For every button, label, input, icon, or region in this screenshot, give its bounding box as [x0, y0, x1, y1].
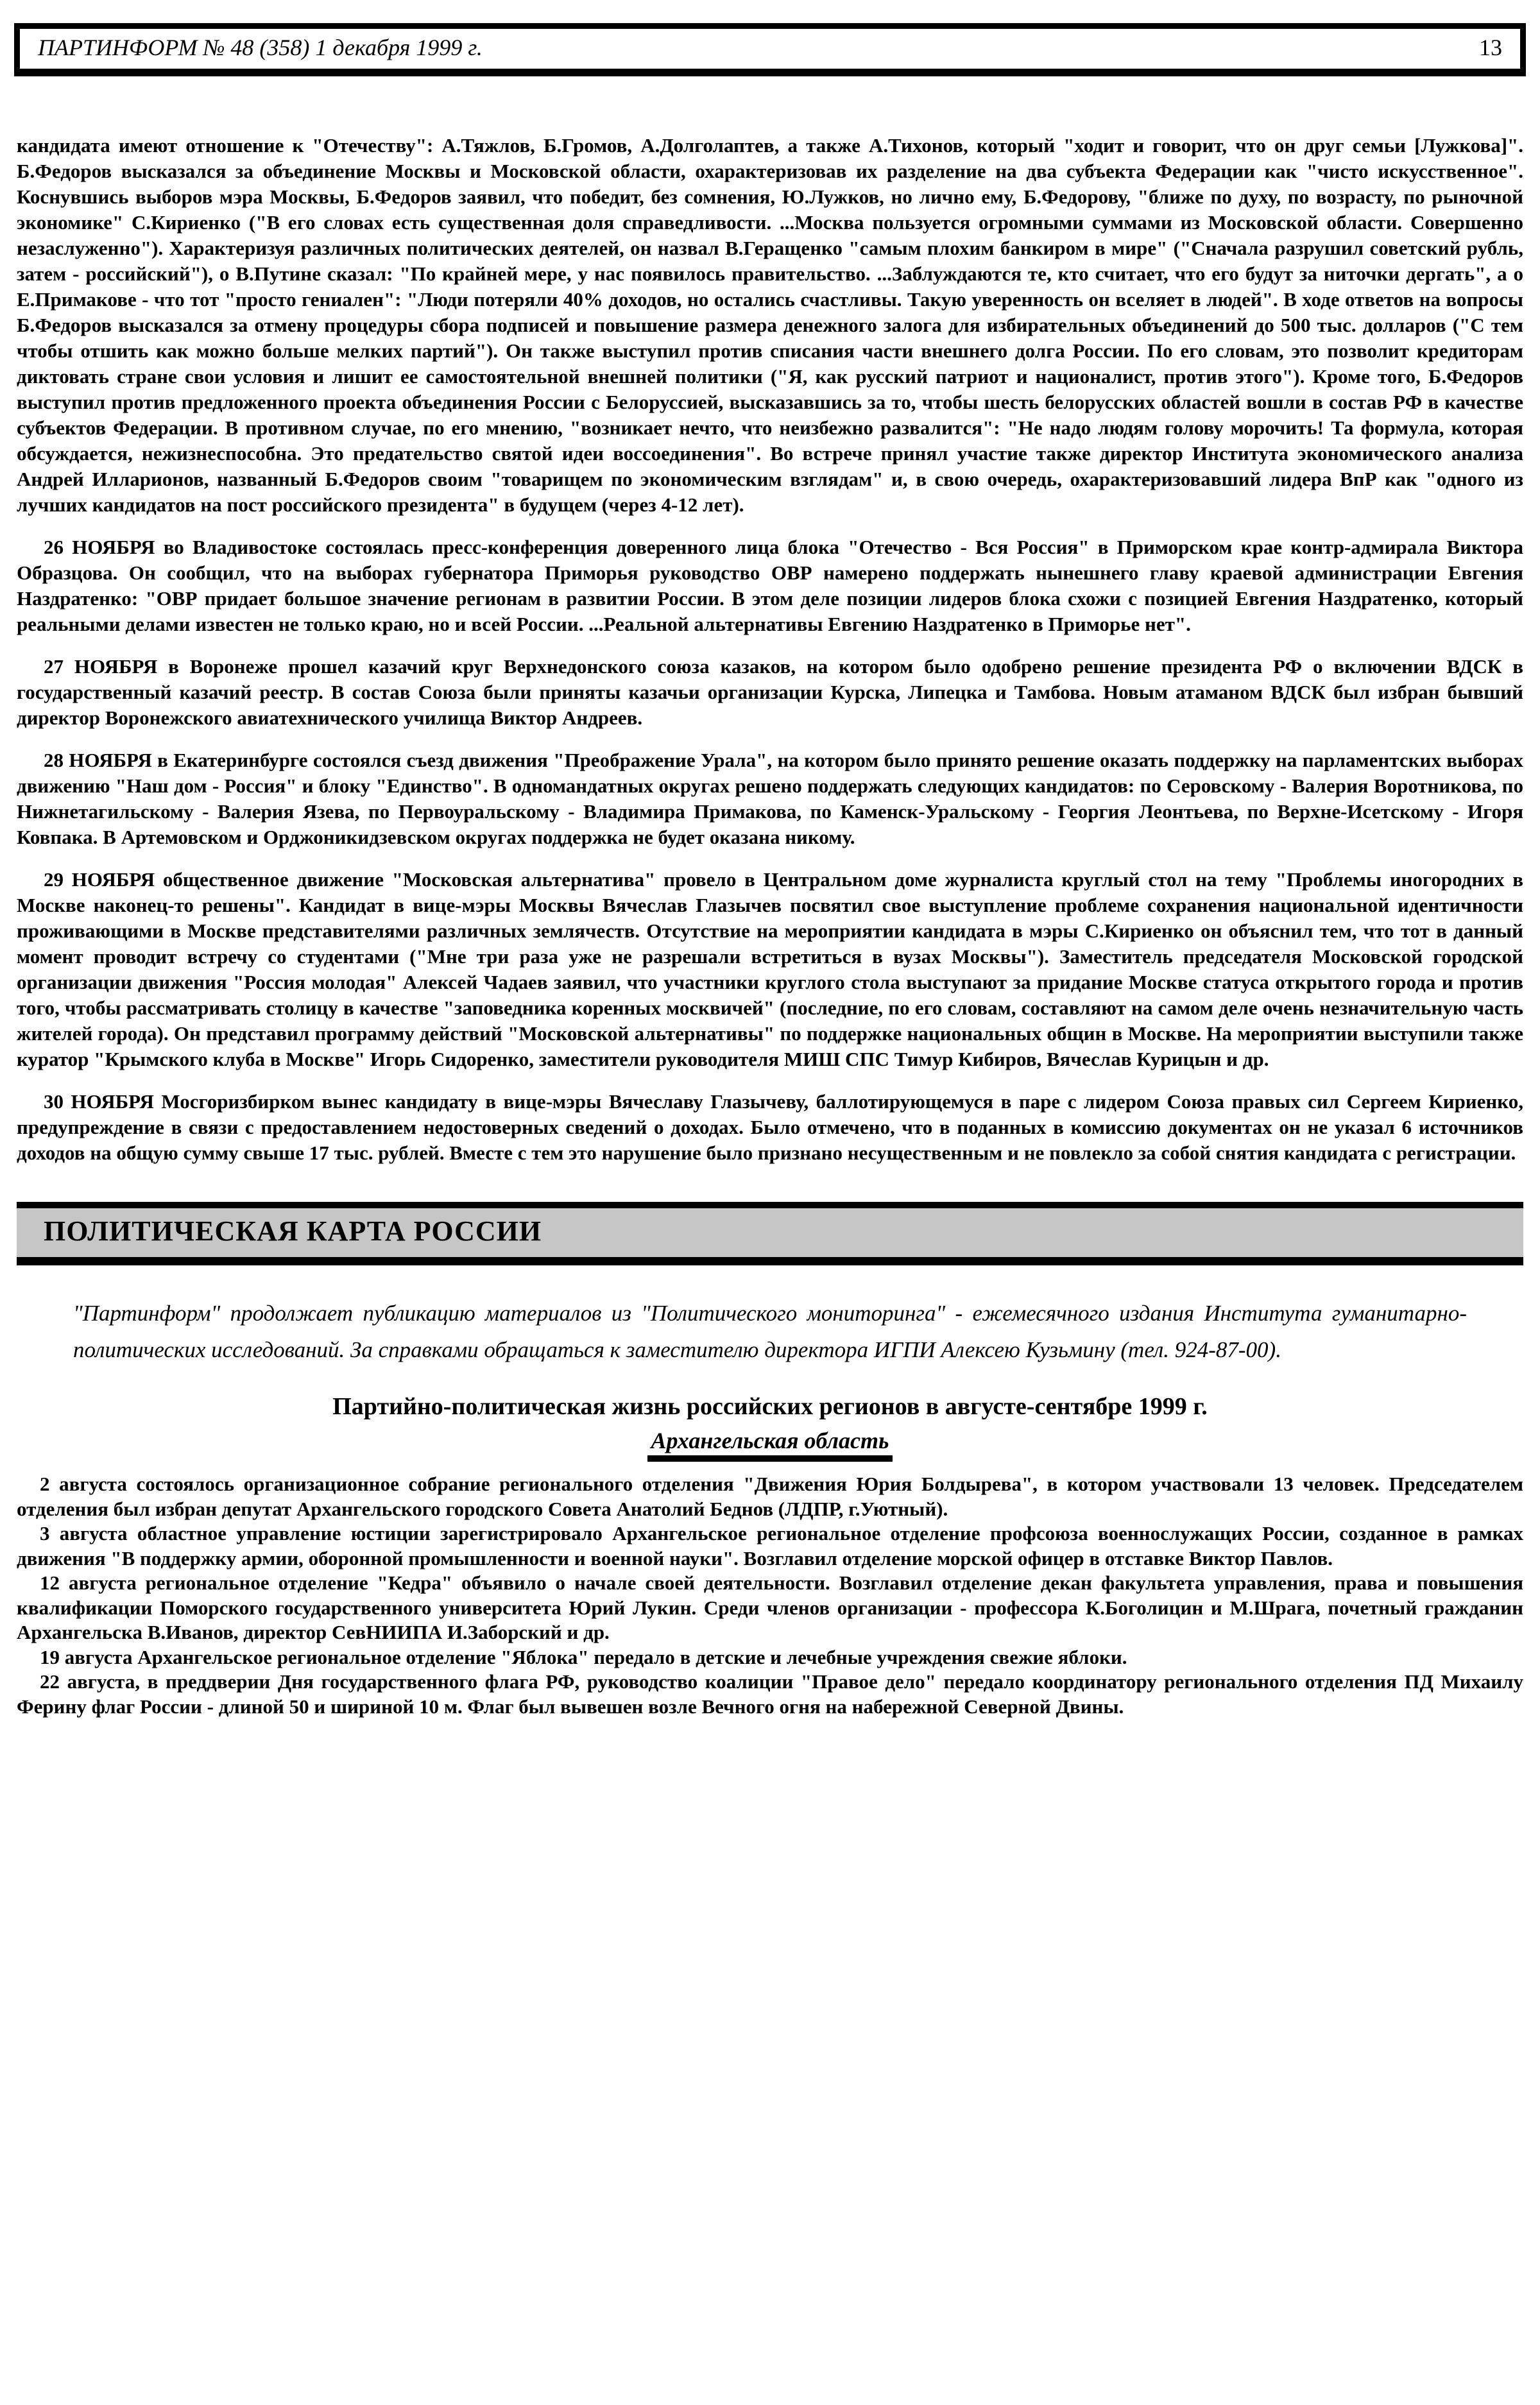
region-paragraph-2-august: 2 августа состоялось организационное собрание регионального отделения "Движения Юрия Болдырева", в котором участвовали 13 человек. Председателем отделения был избран депутат Архангельского городского Совета Анатолий Беднов (ЛДПР, г.Уютный). — [17, 1473, 1523, 1520]
region-paragraph-3-august: 3 августа областное управление юстиции зарегистрировало Архангельское региональное отделение профсоюза военнослужащих России, созданное в рамках движения "В поддержку армии, оборонной промышленности и военной науки". Возглавил отделение морской офицер в отставке Виктор Павлов. — [17, 1522, 1523, 1570]
news-paragraph-26-november: 26 НОЯБРЯ во Владивостоке состоялась пресс-конференция доверенного лица блока "Отечество - Вся Россия" в Приморском крае контр-адмирала Виктора Образцова. Он сообщил, что на выборах губернатора Приморья руководство ОВР намерено поддержать нынешнего главу краевой администрации Евгения Наздратенко: "ОВР придает большое значение регионам в развитии России. В этом деле позиции лидеров блока схожи с позицией Евгения Наздратенко, который реальными делами известен не только краю, но и всей России. ...Реальной альтернативы Евгению Наздратенко в Приморье нет". — [17, 536, 1523, 635]
section-title-bar — [17, 1202, 1523, 1265]
news-paragraph-30-november: 30 НОЯБРЯ Мосгоризбирком вынес кандидату в вице-мэры Вячеславу Глазычеву, баллотирующемуся в паре с лидером Союза правых сил Сергеем Кириенко, предупреждение в связи с предоставлением недостоверных сведений о доходах. Было отмечено, что в поданных в комиссию документах он не указал 6 источников доходов на общую сумму свыше 17 тыс. рублей. Вместе с тем это нарушение было признано несущественным и не повлекло за собой снятия кандидата с регистрации. — [17, 1090, 1523, 1164]
page-number: 13 — [1479, 35, 1502, 60]
regions-heading: Партийно-политическая жизнь российских регионов в августе-сентябре 1999 г. — [332, 1393, 1208, 1420]
section-title: ПОЛИТИЧЕСКАЯ КАРТА РОССИИ — [44, 1215, 542, 1247]
news-paragraph-27-november: 27 НОЯБРЯ в Воронеже прошел казачий круг Верхнедонского союза казаков, на котором было одобрено решение президента РФ о включении ВДСК в государственный казачий реестр. В состав Союза были приняты казачьи организации Курска, Липецка и Тамбова. Новым атаманом ВДСК был избран бывший директор Воронежского авиатехнического училища Виктор Андреев. — [17, 655, 1523, 729]
newsletter-page — [0, 23, 1540, 2405]
region-paragraph-19-august: 19 августа Архангельское региональное отделение "Яблока" передало в детские и лечебные учреждения свежие яблоки. — [40, 1645, 1127, 1668]
region-subheading-wrap — [17, 1427, 1523, 1462]
region-paragraph-22-august: 22 августа, в преддверии Дня государственного флага РФ, руководство коалиции "Правое дело" передало координатору регионального отделения ПД Михаилу Ферину флаг России - длиной 50 и шириной 10 м. Флаг был вывешен возле Вечного огня на набережной Северной Двины. — [17, 1670, 1523, 1718]
region-paragraph-12-august: 12 августа региональное отделение "Кедра" объявило о начале своей деятельности. Возглавил отделение декан факультета управления, права и повышения квалификации Поморского государственного университета Юрий Лукин. Среди членов организации - профессора К.Боголицин и М.Шрага, почетный гражданин Архангельска В.Иванов, директор СевНИИПА И.Заборский и др. — [17, 1571, 1523, 1643]
monitoring-intro-note: "Партинформ" продолжает публикацию материалов из "Политического мониторинга" - ежемесячного издания Института гуманитарно-политических исследований. За справками обращаться к заместителю директора ИГПИ Алексею Кузьмину (тел. 924-87-00). — [73, 1301, 1467, 1362]
article-body — [17, 133, 1523, 1719]
region-paragraphs — [17, 1472, 1523, 1719]
continuation-paragraph: кандидата имеют отношение к "Отечеству": А.Тяжлов, Б.Громов, А.Долголаптев, а также А.Тихонов, который "ходит и говорит, что он друг семьи [Лужкова]". Б.Федоров высказался за объединение Москвы и Московской области, охарактеризовав их разделение на два субъекта Федерации как "чисто искусственное". Коснувшись выборов мэра Москвы, Б.Федоров заявил, что победит, без сомнения, Ю.Лужков, но лично ему, Б.Федорову, "ближе по духу, по возрасту, по рыночной экономике" С.Кириенко ("В его словах есть существенная доля справедливости. ...Москва пользуется огромными суммами из Московской области. Совершенно незаслуженно"). Характеризуя различных политических деятелей, он назвал В.Геращенко "самым плохим банкиром в мире" ("Сначала разрушил советский рубль, затем - российский"), о В.Путине сказал: "По крайней мере, у нас появилось правительство. ...Заблуждаются те, кто считает, что его будут за ниточки дергать", а о Е.Примакове - что тот "просто гениален": "Люди потеряли 40% доходов, но остались счастливы. Такую уверенность он вселяет в людей". В ходе ответов на вопросы Б.Федоров высказался за отмену процедуры сбора подписей и повышение размера денежного залога для избирательных объединений до 500 тыс. долларов ("С тем чтобы отшить как можно больше мелких партий"). Он также выступил против списания части внешнего долга России. По его словам, это позволит кредиторам диктовать стране свои условия и лишит ее самостоятельной внешней политики ("Я, как русский патриот и националист, против этого"). Кроме того, Б.Федоров выступил против предложенного проекта объединения России с Белоруссией, высказавшись за то, чтобы шесть белорусских областей вошли в состав РФ в качестве субъектов Федерации. В противном случае, по его мнению, "возникает нечто, что неизбежно развалится": "Не надо людям голову морочить! Та формула, которая обсуждается, нежизнеспособна. Это предательство святой идеи воссоединения". Во встрече принял участие также директор Института экономического анализа Андрей Илларионов, названный Б.Федоров своим "товарищем по экономическим взглядам" и, в свою очередь, охарактеризовавший лидера ВпР как "одного из лучших кандидатов на пост российского президента" в будущем (через 4-12 лет). — [17, 134, 1523, 516]
region-subheading: Архангельская область — [647, 1427, 893, 1462]
news-paragraph-29-november: 29 НОЯБРЯ общественное движение "Московская альтернатива" провело в Центральном доме журналиста круглый стол на тему "Проблемы иногородних в Москве наконец-то решены". Кандидат в вице-мэры Москвы Вячеслав Глазычев посвятил свое выступление проблеме сохранения национальной идентичности проживающими в Москве представителями различных землячеств. Отсутствие на мероприятии кандидата в мэры С.Кириенко он объяснил тем, что тот в данный момент проводит встречу со студентами ("Мне три раза уже не разрешали встретиться в вузах Москвы"). Заместитель председателя Московской городской организации движения "Россия молодая" Алексей Чадаев заявил, что участники круглого стола выступают за придание Москве статуса открытого города и против того, чтобы рассматривать столицу в качестве "заповедника коренных москвичей" (последние, по его словам, составляют на самом деле очень незначительную часть жителей города). Он представил программу действий "Московской альтернативы" по поддержке национальных общин в Москве. На мероприятии выступили также куратор "Крымского клуба в Москве" Игорь Сидоренко, заместители руководителя МИШ СПС Тимур Кибиров, Вячеслав Курицын и др. — [17, 868, 1523, 1070]
newsletter-title: ПАРТИНФОРМ № 48 (358) 1 декабря 1999 г. — [38, 35, 483, 60]
page-header — [14, 23, 1526, 76]
news-paragraph-28-november: 28 НОЯБРЯ в Екатеринбурге состоялся съезд движения "Преображение Урала", на котором было принято решение оказать поддержку на парламентских выборах движению "Наш дом - Россия" и блоку "Единство". В одномандатных округах решено поддержать следующих кандидатов: по Серовскому - Валерия Воротникова, по Нижнетагильскому - Валерия Язева, по Первоуральскому - Владимира Примакова, по Каменск-Уральскому - Георгия Леонтьева, по Верхне-Исетскому - Игоря Ковпака. В Артемовском и Орджоникидзевском округах поддержка не будет оказана никому. — [17, 749, 1523, 848]
